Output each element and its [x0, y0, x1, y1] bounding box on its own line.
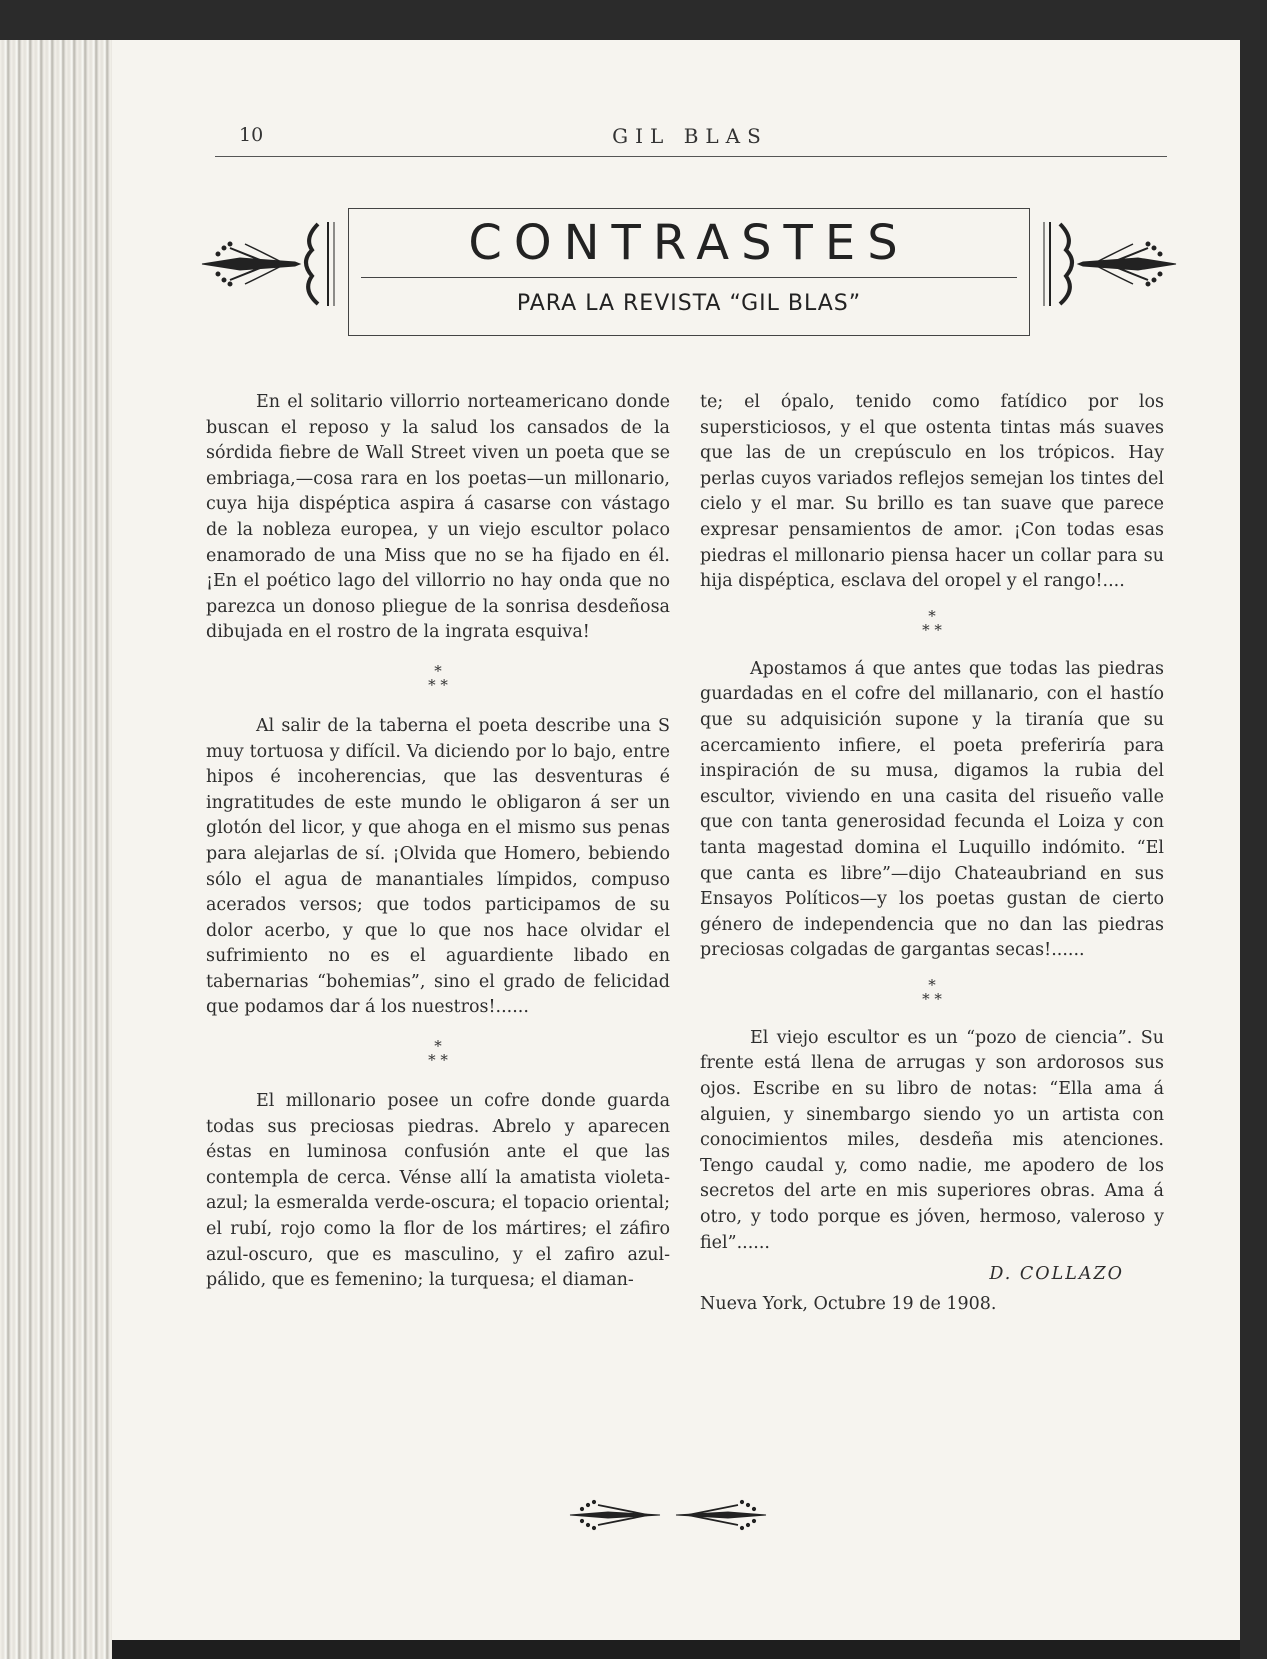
right-scroll-ornament-icon: [1030, 218, 1178, 310]
asterism-icon: * * *: [428, 661, 448, 694]
paragraph: El viejo escultor es un “pozo de ciencia”. Su frente está llena de arrugas y son ardorosos sus ojos. Escribe en su libro de notas: “Ella ama á alguien, y sinembargo siendo yo un artista con conocimientos miles, desdeña mis atenciones. Tengo caudal y, como nadie, me apodero de los secretos del arte en mis superiores obras. Ama á otro, y todo porque es jóven, hermoso, valeroso y fiel”......: [700, 1027, 1164, 1253]
tailpiece-ornament-icon: [568, 1495, 768, 1535]
article-title: CONTRASTES: [468, 215, 910, 271]
place-date: Nueva York, Octubre 19 de 1908.: [700, 1293, 997, 1314]
paragraph: Apostamos á que antes que todas las piedras guardadas en el cofre del millanario, con el hastío que su adquisición supone y la tiranía que su acercamiento infiere, el poeta preferiría para inspiración de su musa, digamos la rubia del escultor, viviendo en una casita del risueño valle que con tanta generosidad fecunda el Loiza y con tanta magestad domina el Luquillo indómito. “El que canta es libre”—dijo Chateaubriand en sus Ensayos Políticos—y los poetas gustan de cierto género de independencia que no dan las piedras preciosas colgadas de gargantas secas!......: [700, 658, 1164, 961]
running-header: [215, 124, 1165, 152]
left-scroll-ornament-icon: [200, 218, 348, 310]
asterism-icon: * * *: [428, 1037, 448, 1070]
title-box: [348, 208, 1030, 336]
paragraph: Al salir de la taberna el poeta describe una S muy tortuosa y difícil. Va diciendo por lo bajo, entre hipos é incoherencias, que las desventuras é ingratitudes de este mundo le obligaron á ser un glotón del licor, y que ahoga en el mismo sus penas para alejarlas de sí. ¡Olvida que Homero, bebiendo sólo el agua de manantiales límpidos, compuso acerados versos; que todos participamos de su dolor acerbo, y que lo que nos hace olvidar el sufrimiento no es el aguardiente libado en tabernarias “bohemias”, sino el grado de felicidad que podamos dar á los nuestros!......: [206, 715, 670, 1018]
asterism-icon: * * *: [922, 975, 942, 1008]
paragraph: El millonario posee un cofre donde guarda todas sus preciosas piedras. Abrelo y aparecen éstas en luminosa confusión ante el que las contempla de cerca. Vénse allí la amatista violeta-azul; la esmeralda verde-oscura; el topacio oriental; el rubí, rojo como la flor de los mártires; el záfiro azul-oscuro, que es masculino, y el zafiro azul-pálido, que es femenino; la turquesa; el diaman-: [206, 1091, 670, 1291]
paragraph: te; el ópalo, tenido como fatídico por los supersticiosos, y el que ostenta tintas más suaves que las de un crepúsculo en los trópicos. Hay perlas cuyos variados reflejos semejan los tintes del cielo y el mar. Su brillo es tan suave que parece expresar pensamientos de amor. ¡Con todas esas piedras el millonario piensa hacer un collar para su hija dispéptica, esclava del oropel y el rango!....: [700, 392, 1164, 592]
page-number: 10: [239, 124, 264, 146]
article-subtitle: PARA LA REVISTA “GIL BLAS”: [516, 291, 862, 316]
title-divider: [361, 277, 1017, 278]
header-rule: [215, 156, 1167, 157]
paragraph: En el solitario villorrio norteamericano donde buscan el reposo y la salud los cansados de la sórdida fiebre de Wall Street viven un poeta que se embriaga,—cosa rara en los poetas—un millonario, cuya hija dispéptica aspira á casarse con vástago de la nobleza europea, y un viejo escultor polaco enamorado de una Miss que no se ha fijado en él. ¡En el poético lago del villorrio no hay onda que no parezca un donoso pliegue de la sonrisa desdeñosa dibujada en el rostro de la ingrata esquiva!: [206, 392, 670, 643]
left-column: [206, 390, 670, 1294]
stacked-page-edges: [0, 40, 112, 1659]
author-signature: D. COLLAZO: [989, 1264, 1124, 1285]
asterism-icon: * * *: [922, 606, 942, 639]
running-title: GIL BLAS: [612, 124, 768, 148]
scan-right-edge: [1240, 40, 1267, 1659]
right-column: [700, 390, 1164, 1317]
